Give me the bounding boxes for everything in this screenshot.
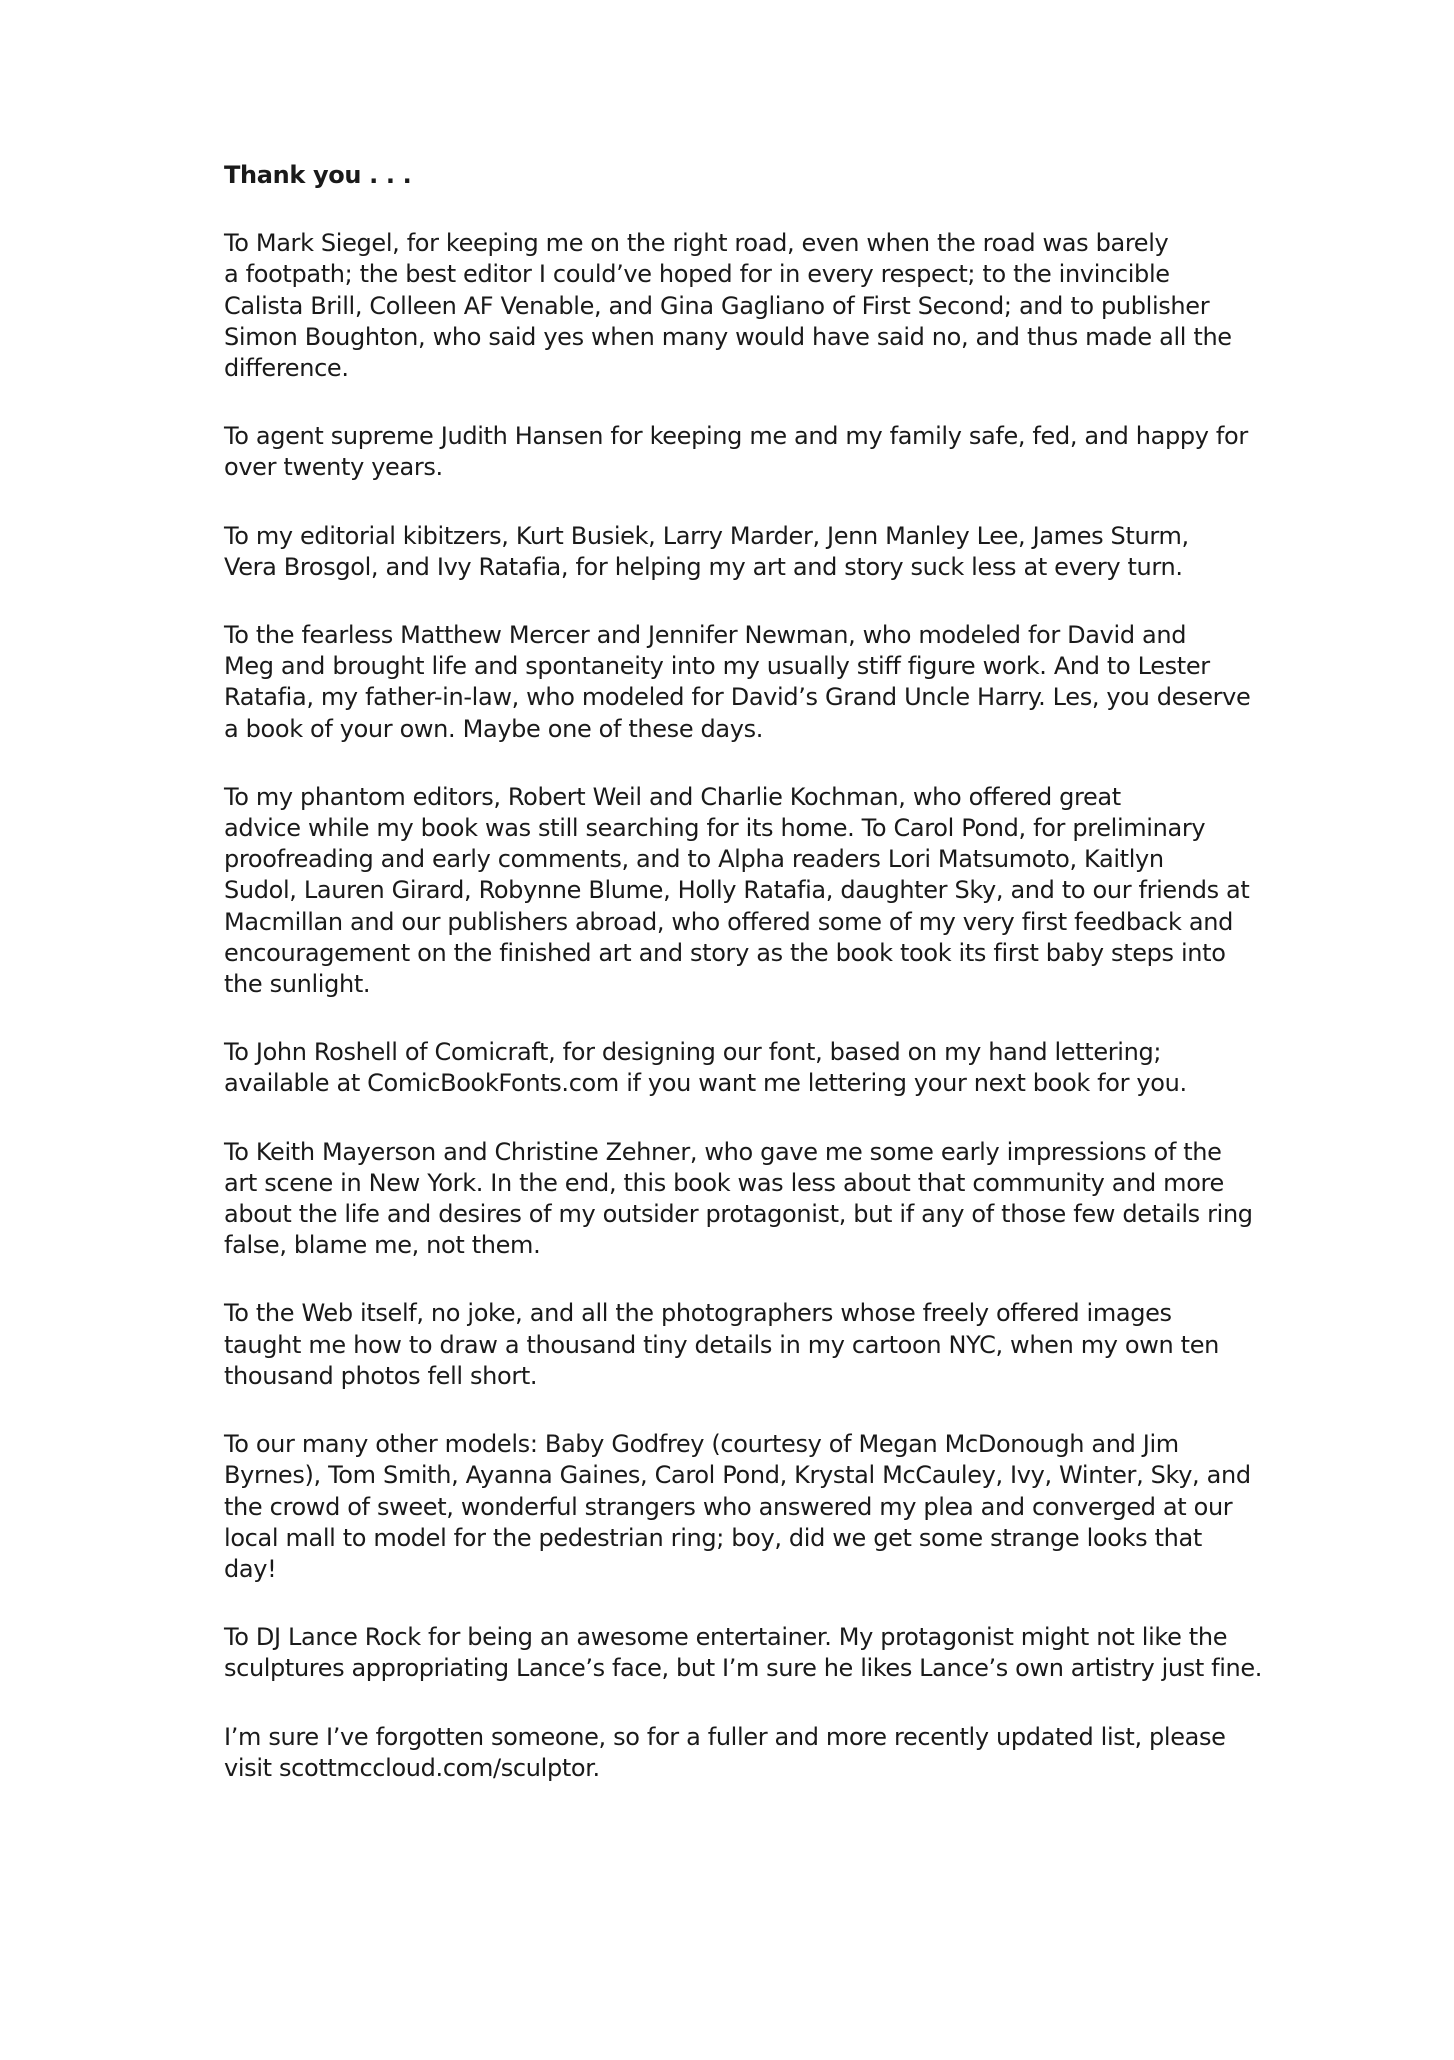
text-line: To John Roshell of Comicraft, for designing our font, based on my hand lettering;: [224, 1038, 1162, 1067]
text-line: about the life and desires of my outsider protagonist, but if any of those few details ring: [224, 1200, 1253, 1229]
acknowledgment-paragraph: [224, 521, 1264, 583]
text-line: Meg and brought life and spontaneity into my usually stiff figure work. And to Lester: [224, 652, 1210, 681]
text-line: sculptures appropriating Lance’s face, but I’m sure he likes Lance’s own artistry just fine.: [224, 1654, 1262, 1683]
acknowledgment-paragraph: [224, 620, 1264, 745]
text-line: Sudol, Lauren Girard, Robynne Blume, Holly Ratafia, daughter Sky, and to our friends at: [224, 876, 1250, 905]
text-line: over twenty years.: [224, 453, 443, 482]
text-line: To my phantom editors, Robert Weil and Charlie Kochman, who offered great: [224, 782, 1121, 811]
text-line: art scene in New York. In the end, this book was less about that community and more: [224, 1168, 1224, 1197]
text-line: false, blame me, not them.: [224, 1231, 541, 1260]
text-line: Calista Brill, Colleen AF Venable, and Gina Gagliano of First Second; and to publisher: [224, 291, 1210, 320]
acknowledgment-paragraph: [224, 421, 1264, 483]
acknowledgments-body: [224, 228, 1264, 1784]
text-line: difference.: [224, 354, 349, 383]
acknowledgment-paragraph: [224, 1037, 1264, 1099]
text-line: Byrnes), Tom Smith, Ayanna Gaines, Carol Pond, Krystal McCauley, Ivy, Winter, Sky, and: [224, 1461, 1251, 1490]
acknowledgment-paragraph: [224, 1429, 1264, 1585]
acknowledgment-paragraph: [224, 1722, 1264, 1784]
page-heading: Thank you . . .: [224, 161, 412, 189]
text-line: To agent supreme Judith Hansen for keeping me and my family safe, fed, and happy for: [224, 422, 1248, 451]
text-line: encouragement on the finished art and story as the book took its first baby steps into: [224, 938, 1226, 967]
text-line: To my editorial kibitzers, Kurt Busiek, Larry Marder, Jenn Manley Lee, James Sturm,: [224, 521, 1189, 550]
text-line: To Keith Mayerson and Christine Zehner, who gave me some early impressions of the: [224, 1137, 1222, 1166]
text-line: available at ComicBookFonts.com if you want me lettering your next book for you.: [224, 1069, 1187, 1098]
text-line: local mall to model for the pedestrian ring; boy, did we get some strange looks that: [224, 1523, 1202, 1552]
text-line: Vera Brosgol, and Ivy Ratafia, for helping my art and story suck less at every turn.: [224, 552, 1183, 581]
text-line: proofreading and early comments, and to Alpha readers Lori Matsumoto, Kaitlyn: [224, 845, 1164, 874]
acknowledgment-paragraph: [224, 1137, 1264, 1262]
text-line: thousand photos fell short.: [224, 1361, 538, 1390]
text-line: taught me how to draw a thousand tiny details in my cartoon NYC, when my own ten: [224, 1330, 1219, 1359]
acknowledgment-paragraph: [224, 1298, 1264, 1392]
acknowledgments-page: [224, 160, 1264, 1821]
text-line: a book of your own. Maybe one of these days.: [224, 714, 764, 743]
text-line: Macmillan and our publishers abroad, who offered some of my very first feedback and: [224, 907, 1233, 936]
text-line: To Mark Siegel, for keeping me on the right road, even when the road was barely: [224, 229, 1169, 258]
text-line: To the Web itself, no joke, and all the photographers whose freely offered images: [224, 1299, 1172, 1328]
text-line: a footpath; the best editor I could’ve hoped for in every respect; to the invincible: [224, 260, 1170, 289]
acknowledgment-paragraph: [224, 228, 1264, 384]
text-line: To DJ Lance Rock for being an awesome entertainer. My protagonist might not like the: [224, 1623, 1228, 1652]
acknowledgment-paragraph: [224, 1622, 1264, 1684]
text-line: the sunlight.: [224, 970, 371, 999]
acknowledgment-paragraph: [224, 782, 1264, 1000]
text-line: advice while my book was still searching for its home. To Carol Pond, for preliminary: [224, 814, 1206, 843]
text-line: I’m sure I’ve forgotten someone, so for a fuller and more recently updated list, please: [224, 1722, 1226, 1751]
text-line: the crowd of sweet, wonderful strangers who answered my plea and converged at our: [224, 1492, 1233, 1521]
text-line: To the fearless Matthew Mercer and Jennifer Newman, who modeled for David and: [224, 621, 1187, 650]
text-line: visit scottmccloud.com/sculptor.: [224, 1753, 600, 1782]
text-line: Simon Boughton, who said yes when many would have said no, and thus made all the: [224, 322, 1232, 351]
text-line: Ratafia, my father-in-law, who modeled for David’s Grand Uncle Harry. Les, you deserve: [224, 683, 1251, 712]
text-line: day!: [224, 1554, 277, 1583]
text-line: To our many other models: Baby Godfrey (courtesy of Megan McDonough and Jim: [224, 1430, 1179, 1459]
